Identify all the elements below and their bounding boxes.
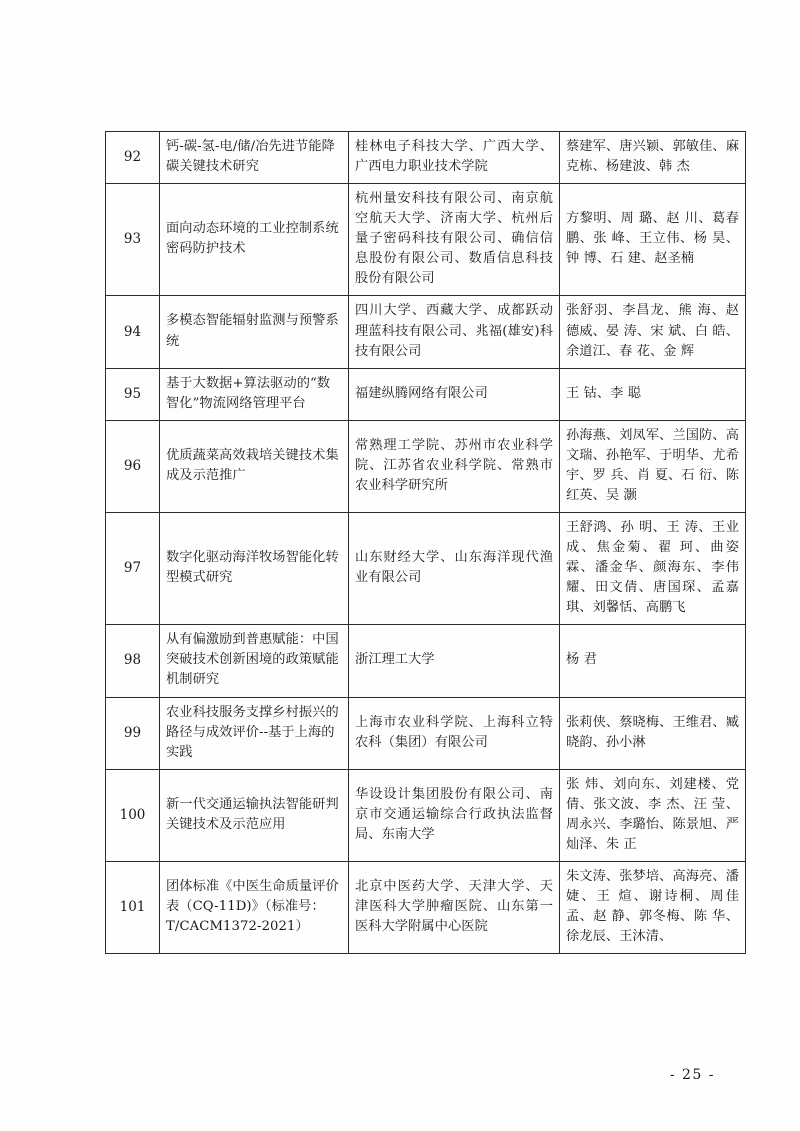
project-title: 钙-碳-氢-电/储/冶先进节能降碳关键技术研究 <box>160 132 349 184</box>
completing-personnel: 孙海燕、刘凤军、兰国防、高文瑞、孙艳军、于明华、尤希宇、罗 兵、肖 夏、石 衍、陈红英、吴 灏 <box>560 420 746 512</box>
completing-organizations: 华设设计集团股份有限公司、南京市交通运输综合行政执法监督局、东南大学 <box>349 769 560 861</box>
project-title: 面向动态环境的工业控制系统密码防护技术 <box>160 184 349 296</box>
table-body <box>106 132 746 954</box>
completing-organizations: 桂林电子科技大学、广西大学、广西电力职业技术学院 <box>349 132 560 184</box>
row-index: 92 <box>106 132 160 184</box>
row-index: 99 <box>106 697 160 769</box>
row-index: 97 <box>106 513 160 625</box>
completing-organizations: 浙江理工大学 <box>349 625 560 697</box>
completing-organizations: 杭州量安科技有限公司、南京航空航天大学、济南大学、杭州后量子密码科技有限公司、确信信息股份有限公司、数盾信息科技股份有限公司 <box>349 184 560 296</box>
project-title: 农业科技服务支撑乡村振兴的路径与成效评价--基于上海的实践 <box>160 697 349 769</box>
row-index: 94 <box>106 296 160 368</box>
completing-personnel: 王舒鸿、孙 明、王 涛、王业成、焦金菊、翟 珂、曲姿霖、潘金华、颜海东、李伟耀、田文倩、唐国琛、孟嘉琪、刘馨恬、高鹏飞 <box>560 513 746 625</box>
completing-organizations: 山东财经大学、山东海洋现代渔业有限公司 <box>349 513 560 625</box>
table-row <box>106 420 746 512</box>
project-title: 基于大数据+算法驱动的“数智化”物流网络管理平台 <box>160 368 349 420</box>
completing-personnel: 张 炜、刘向东、刘建楼、党 倩、张文波、李 杰、汪 莹、周永兴、李璐怡、陈景旭、严灿泽、朱 正 <box>560 769 746 861</box>
page-number: - 25 - <box>669 1067 715 1083</box>
row-index: 100 <box>106 769 160 861</box>
project-title: 新一代交通运输执法智能研判关键技术及示范应用 <box>160 769 349 861</box>
table-row <box>106 132 746 184</box>
table-row <box>106 697 746 769</box>
completing-personnel: 张莉侠、蔡晓梅、王维君、臧晓韵、孙小淋 <box>560 697 746 769</box>
table-row <box>106 296 746 368</box>
completing-personnel: 蔡建军、唐兴颖、郭敏佳、麻克栋、杨建波、韩 杰 <box>560 132 746 184</box>
completing-organizations: 四川大学、西藏大学、成都跃动理蓝科技有限公司、兆福(雄安)科技有限公司 <box>349 296 560 368</box>
row-index: 98 <box>106 625 160 697</box>
table-row <box>106 184 746 296</box>
completing-organizations: 福建纵腾网络有限公司 <box>349 368 560 420</box>
completing-organizations: 上海市农业科学院、上海科立特农科（集团）有限公司 <box>349 697 560 769</box>
table-row <box>106 513 746 625</box>
project-listing-table <box>105 131 746 954</box>
project-title: 数字化驱动海洋牧场智能化转型模式研究 <box>160 513 349 625</box>
project-title: 团体标准《中医生命质量评价表（CQ-11D)》（标准号：T/CACM1372-2021） <box>160 861 349 953</box>
table-row <box>106 861 746 953</box>
completing-personnel: 王 钴、李 聪 <box>560 368 746 420</box>
completing-organizations: 常熟理工学院、苏州市农业科学院、江苏省农业科学院、常熟市农业科学研究所 <box>349 420 560 512</box>
row-index: 95 <box>106 368 160 420</box>
project-listing-table-wrapper <box>105 131 739 954</box>
table-row <box>106 769 746 861</box>
completing-personnel: 朱文涛、张梦培、高海亮、潘 婕、王 煊、谢诗桐、周佳孟、赵 静、郭冬梅、陈 华、徐龙辰、王沐清、 <box>560 861 746 953</box>
completing-organizations: 北京中医药大学、天津大学、天津医科大学肿瘤医院、山东第一医科大学附属中心医院 <box>349 861 560 953</box>
completing-personnel: 方黎明、周 璐、赵 川、葛春鹏、张 峰、王立伟、杨 昊、钟 博、石 建、赵圣楠 <box>560 184 746 296</box>
row-index: 101 <box>106 861 160 953</box>
project-title: 多模态智能辐射监测与预警系统 <box>160 296 349 368</box>
project-title: 优质蔬菜高效栽培关键技术集成及示范推广 <box>160 420 349 512</box>
completing-personnel: 张舒羽、李昌龙、熊 海、赵德威、晏 涛、宋 斌、白 皓、余道江、春 花、金 辉 <box>560 296 746 368</box>
project-title: 从有偏激励到普惠赋能：中国突破技术创新困境的政策赋能机制研究 <box>160 625 349 697</box>
table-row <box>106 625 746 697</box>
row-index: 96 <box>106 420 160 512</box>
row-index: 93 <box>106 184 160 296</box>
table-row <box>106 368 746 420</box>
completing-personnel: 杨 君 <box>560 625 746 697</box>
